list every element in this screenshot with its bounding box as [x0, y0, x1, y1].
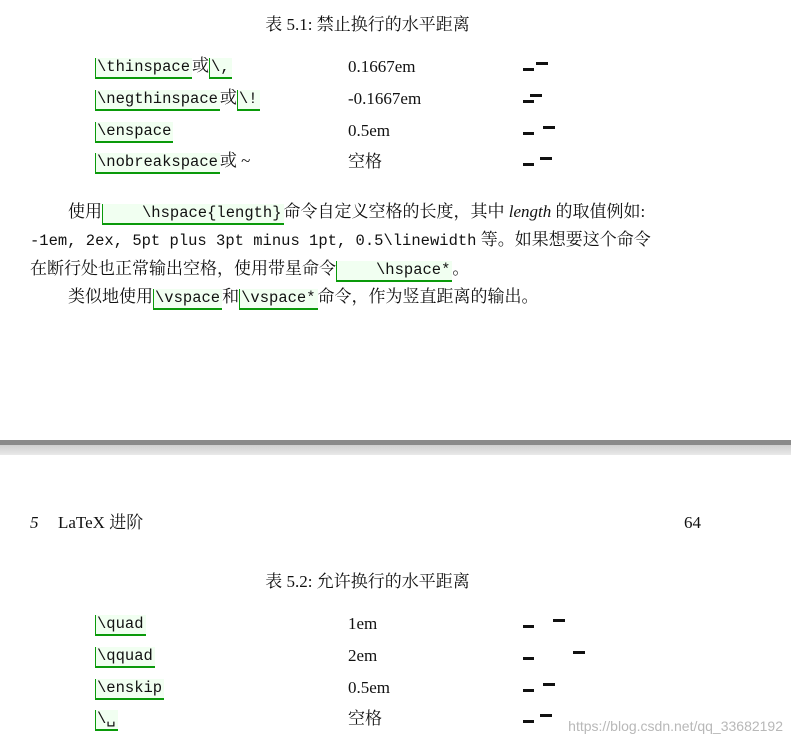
table-row [95, 642, 715, 668]
command-link[interactable]: \vspace [153, 289, 222, 310]
watermark-url: https://blog.csdn.net/qq_33682192 [568, 718, 783, 734]
chapter-number: 5 [30, 513, 39, 532]
table-5-1-caption: 表 5.1: 禁止换行的水平距离 [265, 15, 470, 34]
spacing-sample [520, 85, 600, 111]
chapter-title: LaTeX 进阶 [58, 513, 144, 532]
page-divider [0, 440, 791, 455]
table-row [95, 117, 715, 143]
space-value: 2em [348, 646, 378, 665]
command-link[interactable]: \negthinspace [95, 90, 220, 111]
command-link[interactable]: \, [209, 58, 232, 79]
table-row: \nobreakspace 或 ~ 空格 [95, 148, 715, 174]
space-value: 0.5em [348, 121, 391, 140]
spacing-sample [520, 148, 600, 174]
spacing-sample [520, 610, 600, 636]
command-link[interactable]: \␣ [95, 710, 118, 731]
spacing-sample [520, 674, 600, 700]
command-link[interactable]: \qquad [95, 647, 155, 668]
space-value: 0.1667em [348, 57, 416, 76]
spacing-sample [520, 117, 600, 143]
command-link[interactable]: \enskip [95, 679, 164, 700]
command-link[interactable]: \hspace* [336, 261, 452, 282]
command-link[interactable]: \enspace [95, 122, 173, 143]
table-row: \thinspace 或 \, 0.1667em [95, 53, 715, 79]
spacing-sample [520, 53, 600, 79]
command-link[interactable]: \vspace* [239, 289, 317, 310]
space-value: 0.5em [348, 678, 391, 697]
page-number: 64 [684, 513, 701, 532]
spacing-sample [520, 642, 600, 668]
command-link[interactable]: \quad [95, 615, 146, 636]
space-value: 空格 [348, 709, 382, 728]
command-link[interactable]: \nobreakspace [95, 153, 220, 174]
command-link[interactable]: \thinspace [95, 58, 192, 79]
table-row [95, 674, 715, 700]
table-row [95, 610, 715, 636]
space-value: 1em [348, 614, 378, 633]
pdf-page-2 [0, 455, 791, 745]
table-5-2-caption: 表 5.2: 允许换行的水平距离 [265, 572, 470, 591]
command-link[interactable]: \hspace{length} [102, 204, 284, 225]
paragraph-vspace: 类似地使用 \vspace 和 \vspace* 命令，作为竖直距离的输出。 [68, 283, 718, 311]
table-row: \negthinspace 或 \! -0.1667em [95, 85, 715, 111]
paragraph-hspace: 使用 \hspace{length} 命令自定义空格的长度，其中 length 的取值例如: -1em, 2ex, 5pt plus 3pt minus 1pt, 0.5\linewidth 等。如果想要这个命令 在断行处也正常输出空格，使用带星命令 \hspace* 。 [30, 198, 720, 283]
command-link[interactable]: \! [237, 90, 260, 111]
space-value: -0.1667em [348, 89, 422, 108]
space-value: 空格 [348, 152, 382, 171]
